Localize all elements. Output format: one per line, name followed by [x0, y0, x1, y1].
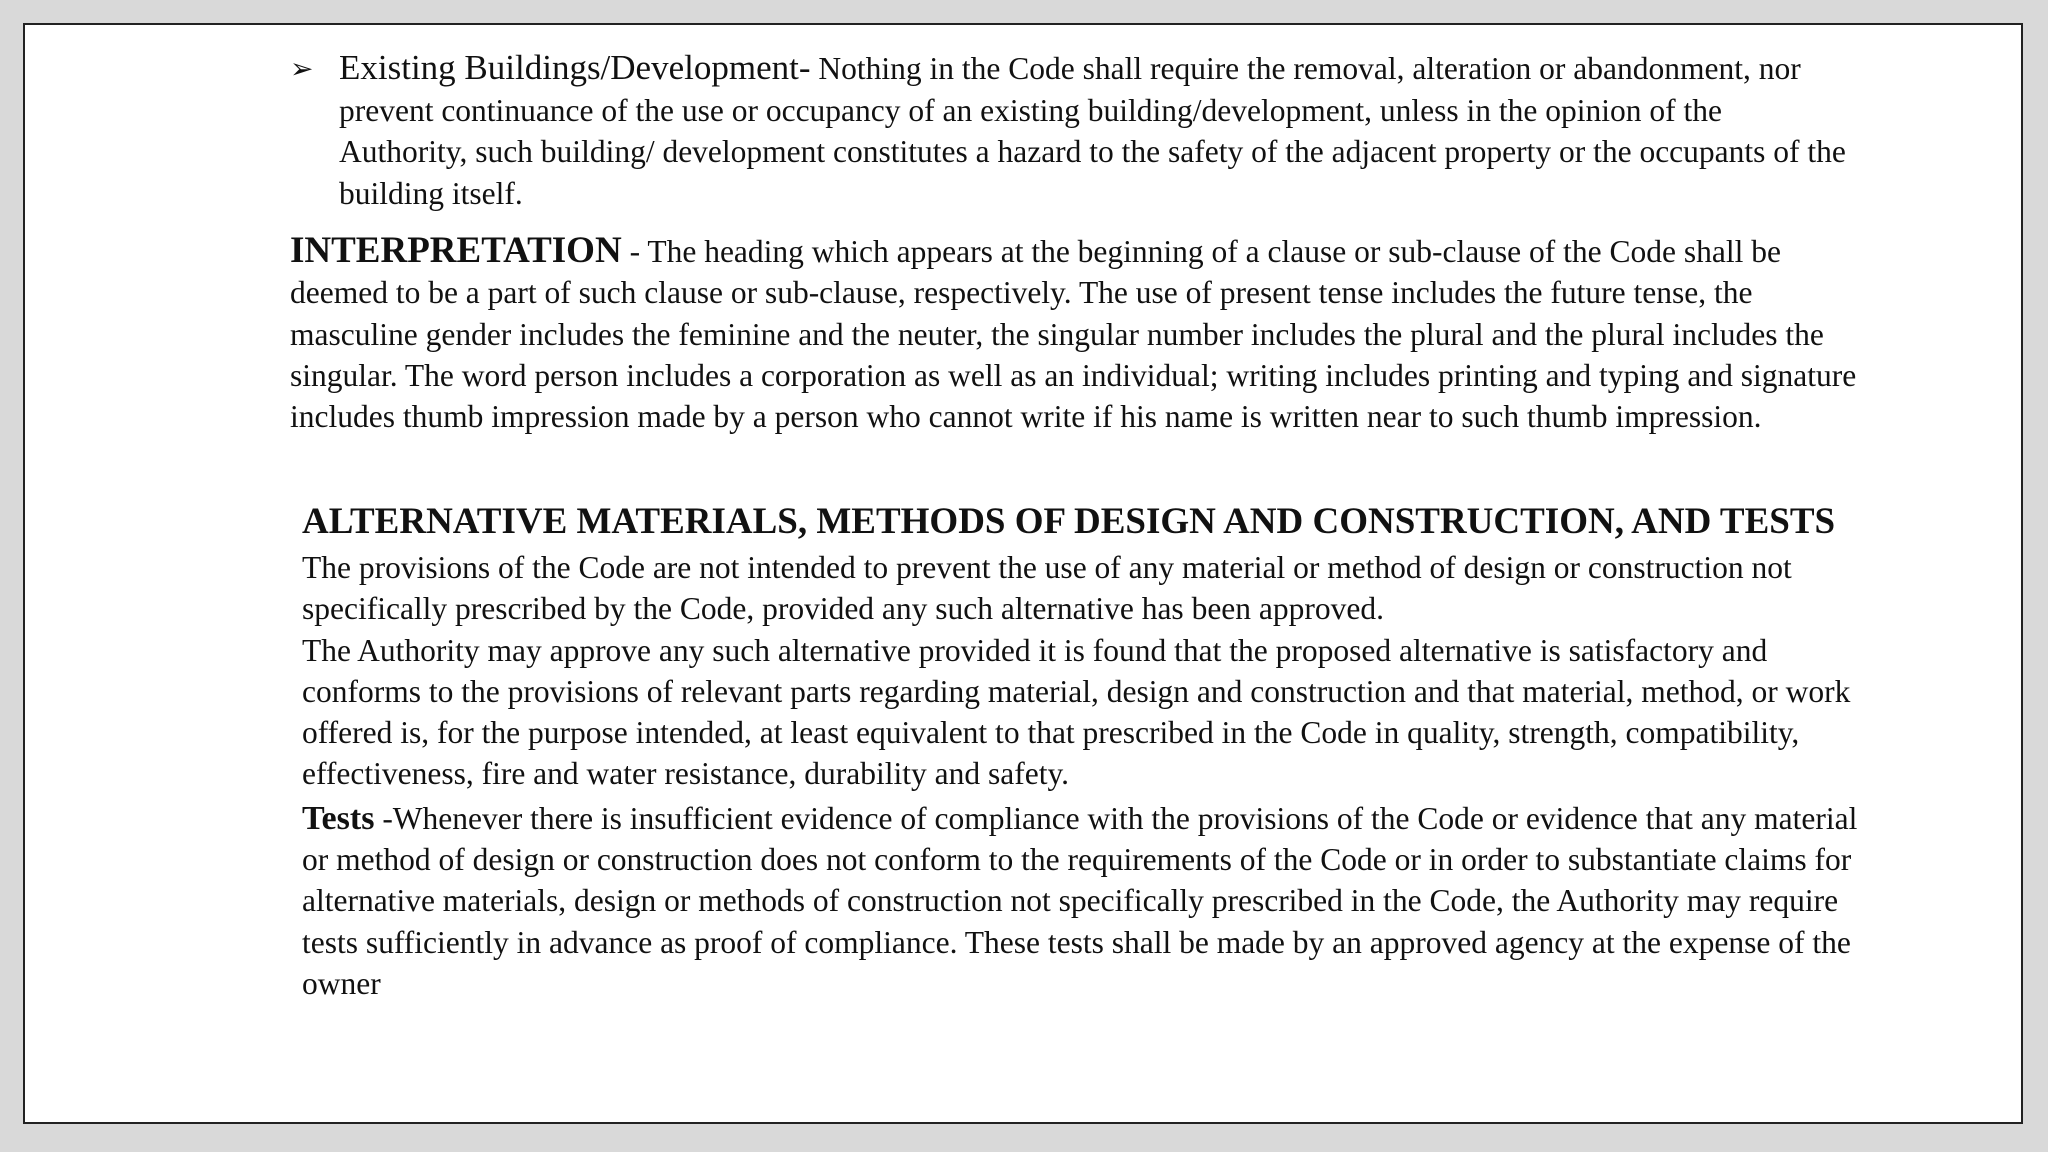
existing-buildings-bullet	[290, 47, 1850, 214]
existing-buildings-heading: Existing Buildings/Development-	[339, 48, 811, 87]
alternative-paragraph-2: The Authority may approve any such alternative provided it is found that the proposed alternative is satisfactory and conforms to the provisions of relevant parts regarding material, design and construction and that material, method, or work offered is, for the purpose intended, at least equivalent to that prescribed in the Code in quality, strength, compatibility, effectiveness, fire and water resistance, durability and safety.	[302, 632, 1851, 792]
tests-paragraph	[302, 798, 1862, 1004]
slide-content	[25, 25, 2021, 1122]
interpretation-body: - The heading which appears at the beginning of a clause or sub-clause of the Code shall be deemed to be a part of such clause or sub-clause, respectively. The use of present tense includes the future tense, the masculine gender includes the feminine and the neuter, the singular number includes the plural and the plural includes the singular. The word person includes a corporation as well as an individual; writing includes printing and typing and signature includes thumb impression made by a person who cannot write if his name is written near to such thumb impression.	[290, 234, 1857, 435]
alternative-paragraph-1: The provisions of the Code are not intended to prevent the use of any material or method of design or construction not specifically prescribed by the Code, provided any such alternative has been approved.	[302, 550, 1792, 627]
interpretation-heading: INTERPRETATION	[290, 230, 622, 271]
tests-body: -Whenever there is insufficient evidence of compliance with the provisions of the Code or evidence that any material or method of design or construction does not conform to the requirements of the Code or in order to substantiate claims for alternative materials, design or methods of construction not specifically prescribed in the Code, the Authority may require tests sufficiently in advance as proof of compliance. These tests shall be made by an approved agency at the expense of the owner	[302, 800, 1858, 1001]
existing-buildings-body: Nothing in the Code shall require the removal, alteration or abandonment, nor prevent continuance of the use or occupancy of an existing building/development, unless in the opinion of the Authority, such building/ development constitutes a hazard to the safety of the adjacent property or the occupants of the building itself.	[339, 51, 1846, 211]
interpretation-paragraph	[290, 230, 1865, 437]
existing-buildings-text	[339, 47, 1850, 214]
alternative-materials-section	[302, 499, 1862, 1004]
slide-page	[23, 23, 2023, 1124]
arrow-bullet-icon: ➢	[290, 52, 314, 85]
alternative-materials-title: ALTERNATIVE MATERIALS, METHODS OF DESIGN AND CONSTRUCTION, AND TESTS	[302, 501, 1836, 542]
tests-heading: Tests	[302, 799, 375, 837]
